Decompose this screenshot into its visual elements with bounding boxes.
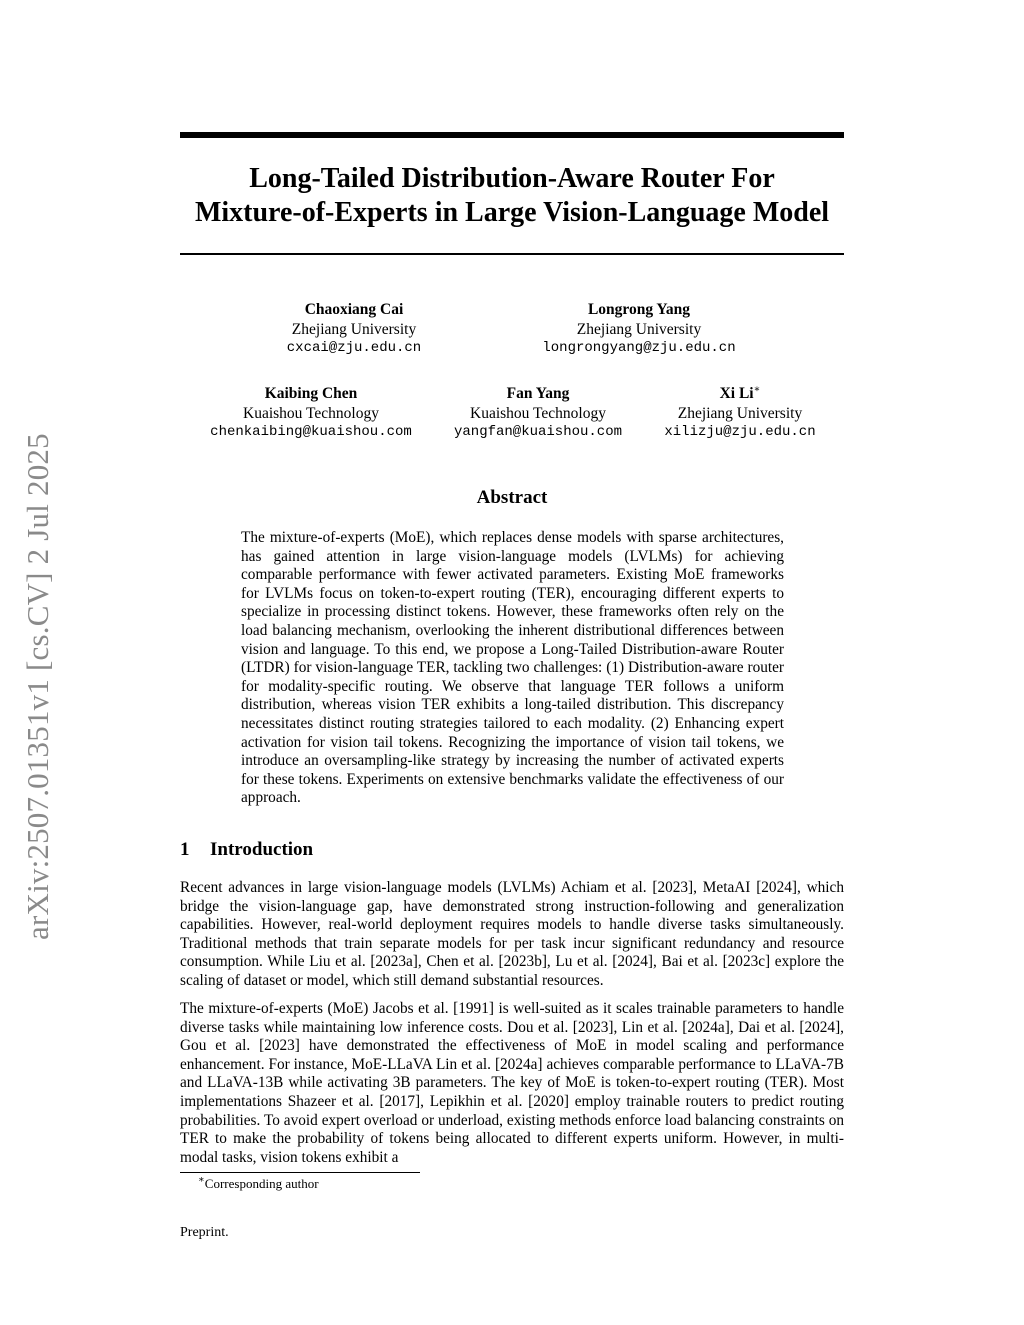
author-name-line (650, 384, 830, 404)
footnote-text: Corresponding author (204, 1176, 319, 1191)
section-title: Introduction (210, 839, 314, 860)
author-email[interactable]: yangfan@kuaishou.com (453, 424, 623, 440)
author-email[interactable]: cxcai@zju.edu.cn (286, 340, 422, 356)
abstract-text: The mixture-of-experts (MoE), which replaces dense models with sparse architectures, has gained attention in large vision-language models (LVLMs) for achieving comparable performance with fewer activated parameters. Existing MoE frameworks for LVLMs focus on token-to-expert routing (TER), encouraging different experts to specialize in processing distinct tokens. However, these frameworks often rely on the load balancing mechanism, overlooking the inherent distributional differences between vision and language. To this end, we propose a Long-Tailed Distribution-aware Router (LTDR) for vision-language TER, tackling two challenges: (1) Distribution-aware router for modality-specific routing. We observe that language TER follows a uniform distribution, whereas vision TER exhibits a long-tailed distribution. This discrepancy necessitates distinct routing strategies tailored to each modality. (2) Enhancing expert activation for vision tail tokens. Recognizing the importance of vision tail tokens, we introduce an oversampling-like strategy by increasing the number of activated experts for these tokens. Experiments on extensive benchmarks validate the effectiveness of our approach. (241, 529, 784, 807)
author-block (509, 300, 769, 359)
author-affiliation: Zhejiang University (576, 320, 702, 338)
author-name: Xi Li (719, 385, 754, 402)
section-heading (180, 839, 313, 861)
author-affiliation: Zhejiang University (291, 320, 417, 338)
footnote (198, 1176, 319, 1192)
author-block (196, 384, 426, 443)
author-email[interactable]: xilizju@zju.edu.cn (664, 424, 816, 440)
author-email[interactable]: chenkaibing@kuaishou.com (210, 424, 412, 440)
arxiv-stamp: arXiv:2507.01351v1 [cs.CV] 2 Jul 2025 (20, 433, 55, 940)
author-block (438, 384, 638, 443)
author-name: Longrong Yang (587, 301, 691, 318)
paper-title (180, 162, 844, 230)
footnote-mark: ∗ (198, 1174, 205, 1186)
section-number: 1 (180, 839, 190, 860)
page-footer: Preprint. (180, 1225, 229, 1240)
title-bottom-rule (180, 253, 844, 255)
intro-paragraph-2: The mixture-of-experts (MoE) Jacobs et al. [1991] is well-suited as it scales trainable parameters to handle diverse tasks while maintaining low inference costs. Dou et al. [2023], Lin et al. [2024a], Dai et al. [2024], Gou et al. [2023] have demonstrated the effectiveness of MoE in model scaling and performance enhancement. For instance, MoE-LLaVA Lin et al. [2024a] achieves comparable performance to LLaVA-7B and LLaVA-13B while activating 3B parameters. The key of MoE is token-to-expert routing (TER). Most implementations Shazeer et al. [2017], Lepikhin et al. [2020] employ trainable routers to predict routing probabilities. To avoid expert overload or underload, existing methods enforce load balancing constraints on TER to make the probability of tokens being allocated to different experts uniform. However, in multi-modal tasks, vision tokens exhibit a (180, 1000, 844, 1166)
author-affiliation: Zhejiang University (677, 404, 803, 422)
author-name: Kaibing Chen (264, 385, 358, 402)
title-line-1: Long-Tailed Distribution-Aware Router For (249, 163, 775, 194)
author-block (650, 384, 830, 443)
footnote-rule (180, 1172, 420, 1173)
author-name: Fan Yang (506, 385, 570, 402)
author-block (254, 300, 454, 359)
abstract-heading: Abstract (476, 487, 548, 508)
title-line-2: Mixture-of-Experts in Large Vision-Language Model (194, 197, 830, 228)
author-affiliation: Kuaishou Technology (470, 404, 606, 422)
author-affiliation: Kuaishou Technology (243, 404, 379, 422)
title-top-rule (180, 132, 844, 138)
intro-paragraph-1: Recent advances in large vision-language models (LVLMs) Achiam et al. [2023], MetaAI [2024], which bridge the vision-language gap, have demonstrated strong instruction-following and generalization capabilities. However, real-world deployment requires models to handle diverse tasks simultaneously. Traditional methods that train separate models for per task incur significant redundancy and resource consumption. While Liu et al. [2023a], Chen et al. [2023b], Lu et al. [2024], Bai et al. [2023c] explore the scaling of dataset or model, which still demand substantial resources. (180, 879, 844, 989)
corresponding-mark: ∗ (753, 383, 761, 395)
author-name: Chaoxiang Cai (304, 301, 404, 318)
author-email[interactable]: longrongyang@zju.edu.cn (542, 340, 736, 356)
